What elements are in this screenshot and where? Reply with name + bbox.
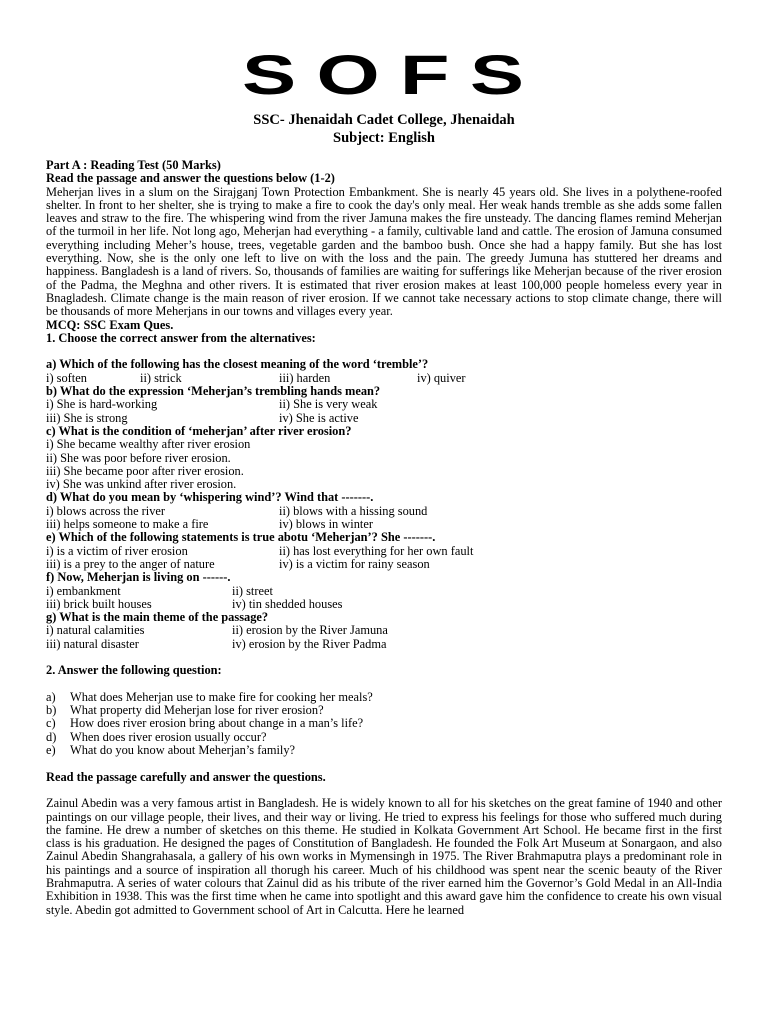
sofs-logo: SOFS	[242, 43, 545, 106]
spacer	[46, 757, 722, 770]
question2-item	[46, 704, 722, 717]
question2-heading: 2. Answer the following question:	[46, 663, 222, 678]
mcq-options-b	[46, 398, 722, 411]
spacer	[46, 678, 722, 691]
option: iv) blows in winter	[279, 517, 373, 532]
part-a-heading: Part A : Reading Test (50 Marks)	[46, 158, 221, 172]
spacer	[46, 651, 722, 664]
mcq-options-g	[46, 624, 722, 637]
item-letter: c)	[46, 716, 56, 731]
option: iv) tin shedded houses	[232, 596, 343, 611]
option: iii) She is strong	[46, 410, 128, 425]
mcq-options-d	[46, 505, 722, 518]
option: iv) erosion by the River Padma	[232, 636, 387, 651]
option: i) She became wealthy after river erosion	[46, 437, 251, 452]
mcq-options-g	[46, 638, 722, 651]
mcq-question-d: d) What do you mean by ‘whispering wind’? Wind that -------.	[46, 490, 374, 505]
option: i) She is hard-working	[46, 397, 158, 412]
option: iv) She was unkind after river erosion.	[46, 477, 237, 492]
option: ii) street	[232, 583, 273, 598]
option: iii) She became poor after river erosion.	[46, 463, 244, 478]
option: iv) She is active	[279, 410, 359, 425]
passage-meherjan: Meherjan lives in a slum on the Sirajganj Town Protection Embankment. She is nearly 45 years old. She lives in a polythene-roofed shelter. In front to her shelter, she is trying to make a fire to cook the day's only meal. Her weak hands tremble as she adds some fallen leaves and straw to the fire. The whispering wind from the river Jamuna makes the fire unsteady. The dancing flames remind Meherjan of the turmoil in her life. Not long ago, Meherjan had everything - a family, cultivable land and cattle. The erosion of Jamuna consumed everything including Meher’s house, trees, vegetable garden and the bamboo bush. Once she had a happy family. But she has lost everything. Now, she is the only one left to live on with the loss and the pain. The greedy Jumuna has stuttered her dreams and happiness. Bangladesh is a land of rivers. So, thousands of families are waiting for sufferings like Meherjan because of the river erosion of the Padma, the Meghna and other rivers. It is estimated that river erosion makes at least 100,000 people homeless every year in Bnagladesh. Climate change is the main reason of river erosion. If we cannot take necessary actions to stop climate change, there will be thousands of more Meherjans in our towns and villages every year.	[46, 184, 722, 319]
option: ii) She was poor before river erosion.	[46, 450, 231, 465]
option: iv) is a victim for rainy season	[279, 556, 430, 571]
part-a-instruction: Read the passage and answer the questions below (1-2)	[46, 171, 335, 186]
spacer	[46, 784, 722, 797]
item-text: What do you know about Meherjan’s family?	[70, 743, 296, 758]
subject-title: Subject: English	[333, 130, 435, 146]
option: ii) blows with a hissing sound	[279, 503, 428, 518]
school-title: SSC- Jhenaidah Cadet College, Jhenaidah	[253, 112, 515, 128]
mcq-options-d	[46, 518, 722, 531]
option: ii) has lost everything for her own fault	[279, 543, 474, 558]
option: iii) brick built houses	[46, 596, 152, 611]
mcq-question-f: f) Now, Meherjan is living on ------.	[46, 570, 231, 585]
document-body	[46, 159, 722, 917]
spacer	[46, 345, 722, 358]
item-letter: d)	[46, 729, 57, 744]
option: iii) helps someone to make a fire	[46, 517, 209, 532]
mcq-options-b	[46, 412, 722, 425]
mcq-options-e	[46, 545, 722, 558]
passage2-heading: Read the passage carefully and answer the questions.	[46, 769, 326, 784]
mcq-question-c: c) What is the condition of ‘meherjan’ after river erosion?	[46, 423, 352, 438]
option: iii) natural disaster	[46, 636, 139, 651]
mcq-question-e: e) Which of the following statements is true abotu ‘Meherjan’? She -------.	[46, 530, 436, 545]
option: ii) erosion by the River Jamuna	[232, 623, 388, 638]
option: i) soften	[46, 370, 87, 385]
mcq-options-a	[46, 372, 722, 385]
item-text: When does river erosion usually occur?	[70, 729, 267, 744]
option: iv) quiver	[417, 370, 466, 385]
mcq-question-g: g) What is the main theme of the passage?	[46, 610, 269, 625]
mcq-options-f	[46, 598, 722, 611]
mcq-options-f	[46, 585, 722, 598]
option: iii) harden	[279, 370, 331, 385]
mcq-question-a: a) Which of the following has the closest meaning of the word ‘tremble’?	[46, 357, 429, 372]
option: i) is a victim of river erosion	[46, 543, 188, 558]
passage-zainul-abedin: Zainul Abedin was a very famous artist in Bangladesh. He is widely known to all for his sketches on the great famine of 1940 and other paintings on our village people, their lives, and their way or living. He tried to express his feelings for those who suffered much during the famine. He drew a number of sketches on this theme. He studied in Kolkata Government Art School. He became first in the first class is his graduation. He designed the pages of Constitution of Bangladesh. He founded the Folk Art Museum at Sonargaon, and also Zainul Abedin Shangrahasala, a gallery of his own works in Mymensingh in 1975. The River Brahmaputra plays a predominant role in his paintings and a source of inspiration all thorugh his career. Much of his childhood was spent near the scenic beauty of the River Brahmaputra. A series of water colours that Zainul did as his tribute of the river earned him the Governor’s Gold Medal in an All-India Exhibition in 1938. This was the first time when he came into spotlight and this award gave him the confidence to create his own visual style. Abedin got admitted to Government school of Art in Calcutta. Here he learned	[46, 796, 722, 917]
option: i) natural calamities	[46, 623, 145, 638]
option: iii) is a prey to the anger of nature	[46, 556, 215, 571]
option: ii) strick	[140, 370, 182, 385]
item-letter: a)	[46, 689, 56, 704]
mcq-options-e	[46, 558, 722, 571]
mcq-instruction: 1. Choose the correct answer from the alternatives:	[46, 330, 316, 345]
option: ii) She is very weak	[279, 397, 378, 412]
item-letter: e)	[46, 743, 56, 758]
item-letter: b)	[46, 703, 57, 718]
mcq-question-b: b) What do the expression ‘Meherjan’s trembling hands mean?	[46, 384, 381, 399]
option: i) embankment	[46, 583, 121, 598]
question2-item	[46, 744, 722, 757]
question2-item	[46, 717, 722, 730]
item-text: What does Meherjan use to make fire for cooking her meals?	[70, 689, 373, 704]
item-text: How does river erosion bring about change in a man’s life?	[70, 716, 364, 731]
item-text: What property did Meherjan lose for river erosion?	[70, 703, 324, 718]
option: i) blows across the river	[46, 503, 166, 518]
question2-item	[46, 731, 722, 744]
question2-item	[46, 691, 722, 704]
mcq-heading: MCQ: SSC Exam Ques.	[46, 317, 174, 332]
